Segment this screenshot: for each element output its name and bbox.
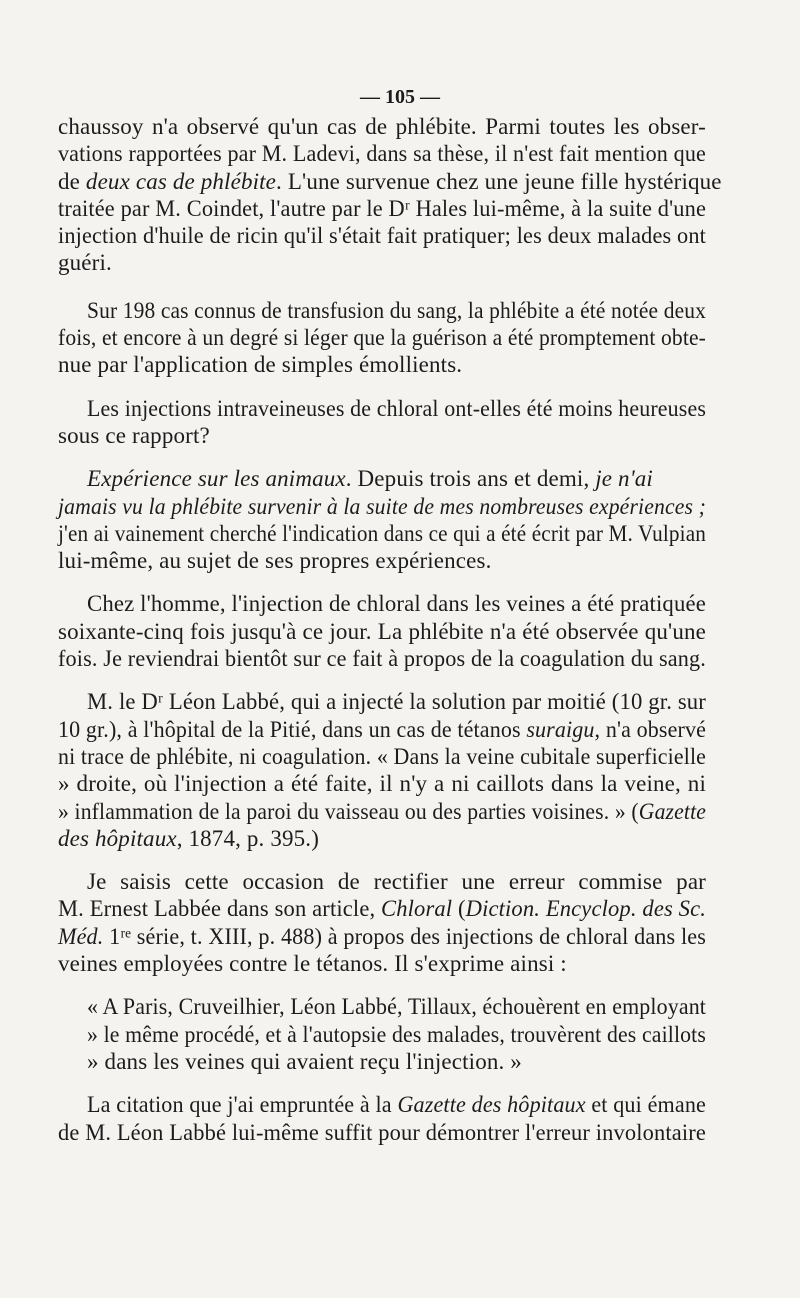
paragraph-cont	[58, 895, 706, 977]
text-line: nue par l'application de simples émollients.	[58, 352, 463, 378]
italic-phrase: Chloral	[381, 896, 453, 922]
italic-line: jamais vu la phlébite survenir à la suite de mes nombreuses expériences ;	[58, 493, 707, 519]
text-line: 10 gr.), à l'hôpital de la Pitié, dans un cas de tétanos suraigu, n'a observé	[58, 716, 707, 742]
paragraph-cont	[58, 324, 706, 379]
text-line: guéri.	[58, 250, 112, 276]
text-line: Expérience sur les animaux. Depuis trois ans et demi, je n'ai	[87, 466, 653, 492]
text-line: chaussoy n'a observé qu'un cas de phlébite. Parmi toutes les obser-	[58, 114, 706, 139]
italic-phrase: Expérience sur les animaux	[87, 466, 346, 492]
text-line: Méd. 1ʳᵉ série, t. XIII, p. 488) à propos des injections de chloral dans les	[58, 923, 706, 949]
italic-phrase: Méd.	[58, 923, 104, 949]
paragraph-cont	[58, 618, 706, 673]
text-line: » dans les veines qui avaient reçu l'injection. »	[87, 1048, 522, 1074]
paragraph-cont	[58, 716, 706, 852]
paragraph	[58, 395, 706, 422]
text-line: sous ce rapport?	[58, 422, 210, 448]
paragraph	[58, 113, 722, 277]
text-line: ni trace de phlébite, ni coagulation. « Dans la veine cubitale superficielle	[58, 743, 707, 769]
text-line: Je saisis cette occasion de rectifier une erreur commise par	[87, 869, 706, 895]
text-line: » inflammation de la paroi du vaisseau ou des parties voisines. » (Gazette	[58, 798, 706, 824]
text-line: » droite, où l'injection a été faite, il n'y a ni caillots dans la veine, ni	[58, 771, 706, 797]
text-line: des hôpitaux, 1874, p. 395.)	[58, 825, 320, 851]
paragraph-cont	[58, 1119, 706, 1146]
paragraph	[58, 590, 706, 617]
italic-phrase: Gazette	[638, 798, 706, 824]
text-line: de deux cas de phlébite. L'une survenue chez une jeune fille hystérique	[58, 168, 722, 194]
text-line: injection d'huile de ricin qu'il s'était fait pratiquer; les deux malades ont	[58, 223, 706, 249]
text-line: lui-même, au sujet de ses propres expériences.	[58, 548, 492, 574]
text-line: « A Paris, Cruveilhier, Léon Labbé, Tillaux, échouèrent en employant	[87, 994, 707, 1020]
paragraph	[58, 868, 706, 895]
text-line: La citation que j'ai empruntée à la Gazette des hôpitaux et qui émane	[87, 1092, 706, 1118]
text-line: de M. Léon Labbé lui-même suffit pour démontrer l'erreur involontaire	[58, 1119, 706, 1145]
text-line: vations rapportées par M. Ladevi, dans sa thèse, il n'est fait mention que	[58, 141, 706, 167]
text-line: Sur 198 cas connus de transfusion du sang, la phlébite a été notée deux	[87, 297, 706, 323]
text-line: M. Ernest Labbée dans son article, Chloral (Diction. Encyclop. des Sc.	[58, 896, 707, 922]
text-line: M. le Dʳ Léon Labbé, qui a injecté la solution par moitié (10 gr. sur	[87, 689, 706, 715]
paragraph	[58, 1091, 706, 1118]
paragraph	[58, 465, 706, 492]
italic-phrase: Gazette des hôpitaux	[397, 1092, 586, 1118]
paragraph-cont	[58, 493, 706, 575]
text-line: fois. Je reviendrai bientôt sur ce fait à propos de la coagulation du sang.	[58, 646, 707, 672]
body-text	[58, 113, 722, 1146]
text-line: traitée par M. Coindet, l'autre par le Dʳ Hales lui-même, à la suite d'une	[58, 195, 707, 221]
text-line: soixante-cinq fois jusqu'à ce jour. La phlébite n'a été observée qu'une	[58, 618, 706, 644]
text-line: veines employées contre le tétanos. Il s'exprime ainsi :	[58, 951, 567, 977]
page-number: — 105 —	[360, 86, 440, 108]
paragraph-cont	[58, 422, 706, 449]
paragraph	[58, 297, 706, 324]
text-line: Les injections intraveineuses de chloral ont-elles été moins heureuses	[87, 395, 707, 421]
italic-phrase: Diction. Encyclop. des Sc.	[465, 896, 707, 922]
text-line: » le même procédé, et à l'autopsie des malades, trouvèrent des caillots	[87, 1021, 706, 1047]
italic-phrase: suraigu	[526, 716, 595, 742]
italic-phrase: des hôpitaux	[58, 825, 177, 851]
paragraph	[58, 688, 706, 715]
text-line: j'en ai vainement cherché l'indication dans ce qui a été écrit par M. Vulpian	[58, 520, 706, 546]
text-line: fois, et encore à un degré si léger que la guérison a été promptement obte-	[58, 325, 706, 351]
quotation	[58, 993, 706, 1075]
text-line: Chez l'homme, l'injection de chloral dans les veines a été pratiquée	[87, 591, 706, 617]
italic-phrase: deux cas de phlébite	[85, 168, 277, 194]
italic-phrase: je n'ai	[595, 466, 653, 492]
